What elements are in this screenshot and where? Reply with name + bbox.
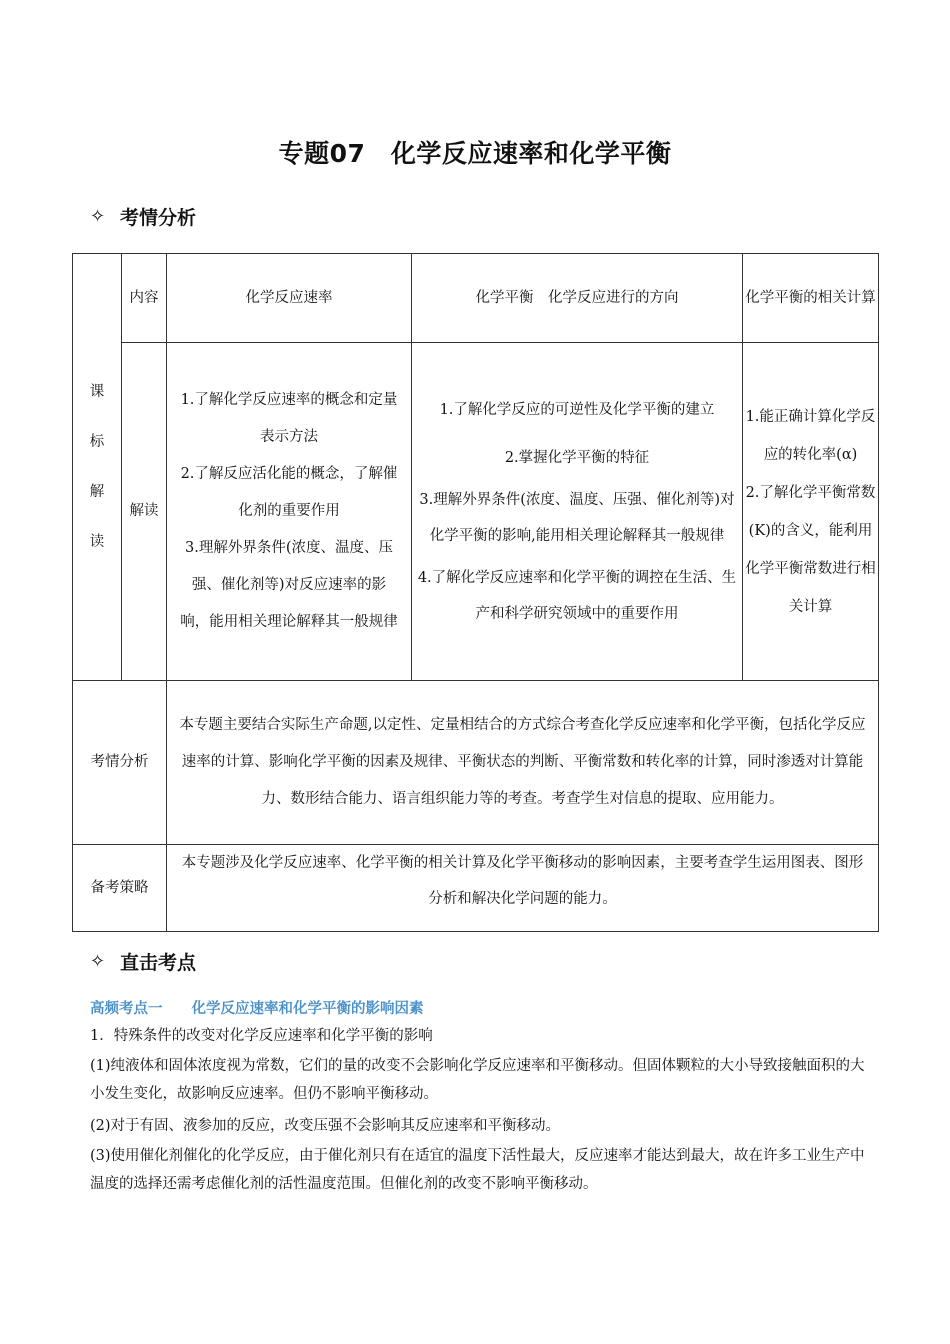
interpret-label: 解读 (122, 343, 167, 681)
exam-analysis-table (72, 253, 879, 932)
highfreq-title: 高频考点一 化学反应速率和化学平衡的影响因素 (90, 1001, 424, 1017)
analysis-text: 本专题主要结合实际生产命题,以定性、定量相结合的方式综合考查化学反应速率和化学平衡，包括化学反应速率的计算、影响化学平衡的因素及规律、平衡状态的判断、平衡常数和转化率的计算，同时渗透对计算能力、数形结合能力、语言组织能力等的考查。考查学生对信息的提取、应用能力。 (167, 681, 879, 845)
section-label: 直击考点 (120, 952, 197, 974)
strategy-text: 本专题涉及化学反应速率、化学平衡的相关计算及化学平衡移动的影响因素，主要考查学生运用图表、图形分析和解决化学问题的能力。 (167, 845, 879, 932)
paragraph: (3)使用催化剂催化的化学反应，由于催化剂只有在适宜的温度下活性最大，反应速率才能达到最大，故在许多工业生产中温度的选择还需考虑催化剂的活性温度范围。但催化剂的改变不影响平衡移动。 (90, 1148, 865, 1192)
section-analysis-heading (90, 203, 196, 230)
content-label: 内容 (122, 254, 167, 343)
section-label: 考情分析 (120, 207, 197, 229)
interpret-equilibrium: 1.了解化学反应的可逆性及化学平衡的建立 2.掌握化学平衡的特征 3.理解外界条件(浓度、温度、压强、催化剂等)对化学平衡的影响,能用相关理论解释其一般规律 4.了解化学反应速率和化学平衡的调控在生活、生产和科学研究领域中的重要作用 (412, 343, 743, 681)
sparkle-diamond-icon: ✧ (90, 951, 106, 972)
section-points-heading (90, 948, 196, 975)
row-header-curriculum: 课 标 解 读 (73, 254, 122, 681)
strategy-label: 备考策略 (73, 845, 167, 932)
col-header-calc: 化学平衡的相关计算 (743, 254, 879, 343)
interpret-rate: 1.了解化学反应速率的概念和定量表示方法 2.了解反应活化能的概念，了解催化剂的重要作用 3.理解外界条件(浓度、温度、压强、催化剂等)对反应速率的影响，能用相关理论解释其一般规律 (167, 343, 412, 681)
interpret-calc: 1.能正确计算化学反应的转化率(α) 2.了解化学平衡常数(K)的含义，能利用化学平衡常数进行相关计算 (743, 343, 879, 681)
page-title: 专题07 化学反应速率和化学平衡 (278, 139, 672, 168)
paragraph: (2)对于有固、液参加的反应，改变压强不会影响其反应速率和平衡移动。 (90, 1118, 561, 1134)
col-header-equilibrium: 化学平衡 化学反应进行的方向 (412, 254, 743, 343)
col-header-rate: 化学反应速率 (167, 254, 412, 343)
analysis-label: 考情分析 (73, 681, 167, 845)
sparkle-diamond-icon: ✧ (90, 206, 106, 227)
paragraph: (1)纯液体和固体浓度视为常数，它们的量的改变不会影响化学反应速率和平衡移动。但固体颗粒的大小导致接触面积的大小发生变化，故影响反应速率。但仍不影响平衡移动。 (90, 1058, 865, 1102)
paragraph: 1．特殊条件的改变对化学反应速率和化学平衡的影响 (90, 1028, 433, 1044)
